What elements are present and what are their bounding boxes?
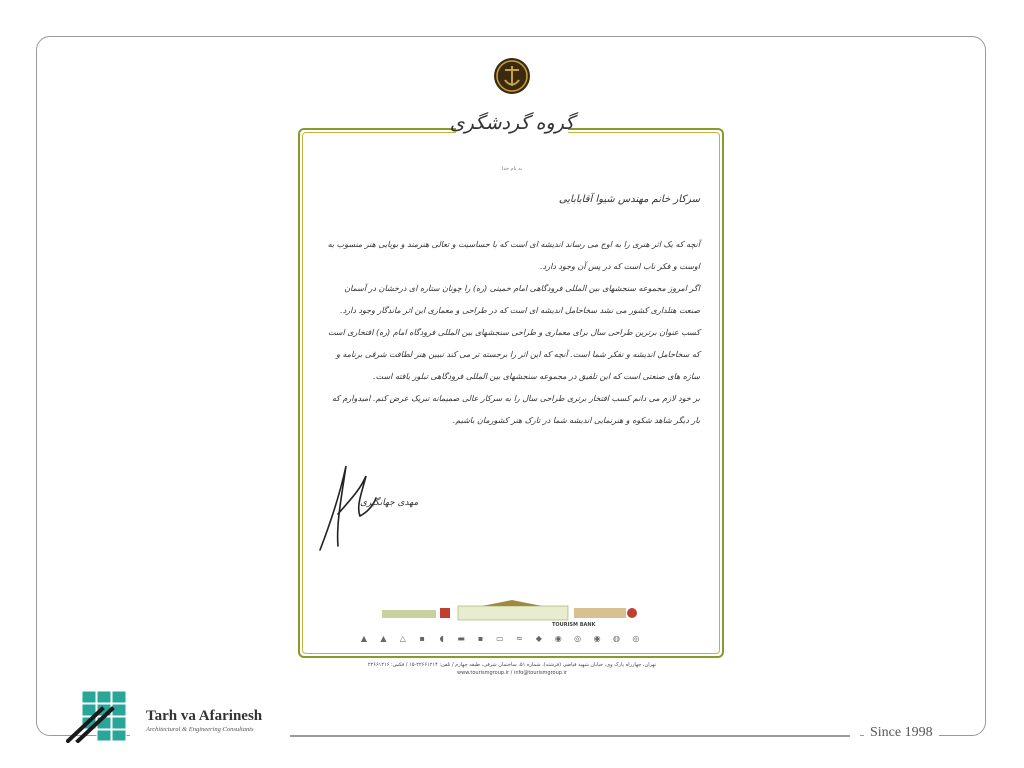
sponsor-logos-icon [382, 600, 638, 624]
partner-mark-icon: ◆ [535, 634, 542, 643]
letter-paragraph: بر خود لازم می دانم کسب افتخار برتری طراحی سال را به سرکار عالی صمیمانه تبریک عرض کنم. امیدوارم که بار دیگر شاهد شکوه و هنرنمایی اندیشه شما در تارک هنر کشورمان باشیم. [331, 394, 700, 425]
letter-paragraph: کسب عنوان برترین طراحی سال برای معماری و طراحی سنجشهای بین المللی فرودگاه امام (ره) افتخاری است که سخاحامل اندیشه و تفکر شما است. آنچه که این اثر را برجسته تر می کند تبیین هنر لطافت شرقی برنامه و سازه های صنعتی است که این تلفیق در مجموعه سنجشهای بین المللی فرودگاهی تبلور یافته است. [327, 328, 700, 381]
partner-mark-icon: ◎ [632, 634, 640, 643]
organization-title: گروه گردشگری [449, 112, 575, 134]
partner-icon-row [360, 632, 640, 646]
partner-mark-icon: ◉ [593, 634, 601, 643]
partner-mark-icon: ≈ [516, 634, 523, 643]
signer-name: مهدی جهانگیری [360, 498, 419, 508]
brand-name: Tarh va Afarinesh [146, 708, 263, 724]
triangle-icon: ▲ [360, 634, 368, 643]
since-label: Since 1998 [864, 725, 939, 741]
company-logo-icon [66, 689, 130, 743]
partner-mark-icon: ◉ [554, 634, 562, 643]
partner-mark-icon: ▭ [496, 634, 504, 643]
bottom-rule [290, 735, 850, 737]
letter-body [326, 234, 700, 432]
triangle-icon: ▲ [380, 634, 387, 643]
partner-mark-icon: ◎ [574, 634, 582, 643]
basmala: به نام خدا [501, 166, 523, 172]
partner-mark-icon: ▪ [419, 634, 425, 643]
footer-web: www.tourismgroup.ir / info@tourismgroup.ir [457, 670, 567, 676]
partner-mark-icon: ◖ [439, 634, 444, 643]
tourism-label: TOURISM BANK [552, 622, 596, 628]
partner-mark-icon: ◍ [612, 634, 620, 643]
partner-mark-icon: ▬ [457, 634, 465, 643]
footer-address: تهران، چهارراه پارک وی، خیابان شهید فیاضی (فرشته)، شماره ۵۱، ساختمان شرقی، طبقه چهارم / تلفن: ۲۲۶۶۱۲۱۴-۱۵ / فکس: ۲۲۶۶۱۲۱۶ [367, 662, 657, 668]
brand-block [146, 708, 262, 733]
partner-mark-icon: ▪ [477, 634, 484, 643]
triangle-icon: △ [399, 634, 406, 643]
letter-paragraph: آنچه که یک اثر هنری را به اوج می رساند اندیشه ای است که با حساسیت و تعالی هنرمند و بویایی هنر منسوب به اوست و فکر ناب است که در پس آن وجود دارد. [327, 240, 700, 271]
letter-paragraph: اگر امروز مجموعه سنجشهای بین المللی فرودگاهی امام خمینی (ره) را چونان ستاره ای درخشان در آسمان صنعت هتلداری کشور می نشد سخاحامل اندیشه ای است که در طراحی و معماری این اثر ماندگار وجود دارد. [340, 284, 700, 315]
letter-image [296, 54, 728, 682]
brand-subtitle: Architectural & Engineering Consultants [146, 726, 254, 733]
salutation: سرکار خانم مهندس شیوا آقابابایی [558, 194, 700, 205]
emblem-icon [492, 56, 532, 96]
